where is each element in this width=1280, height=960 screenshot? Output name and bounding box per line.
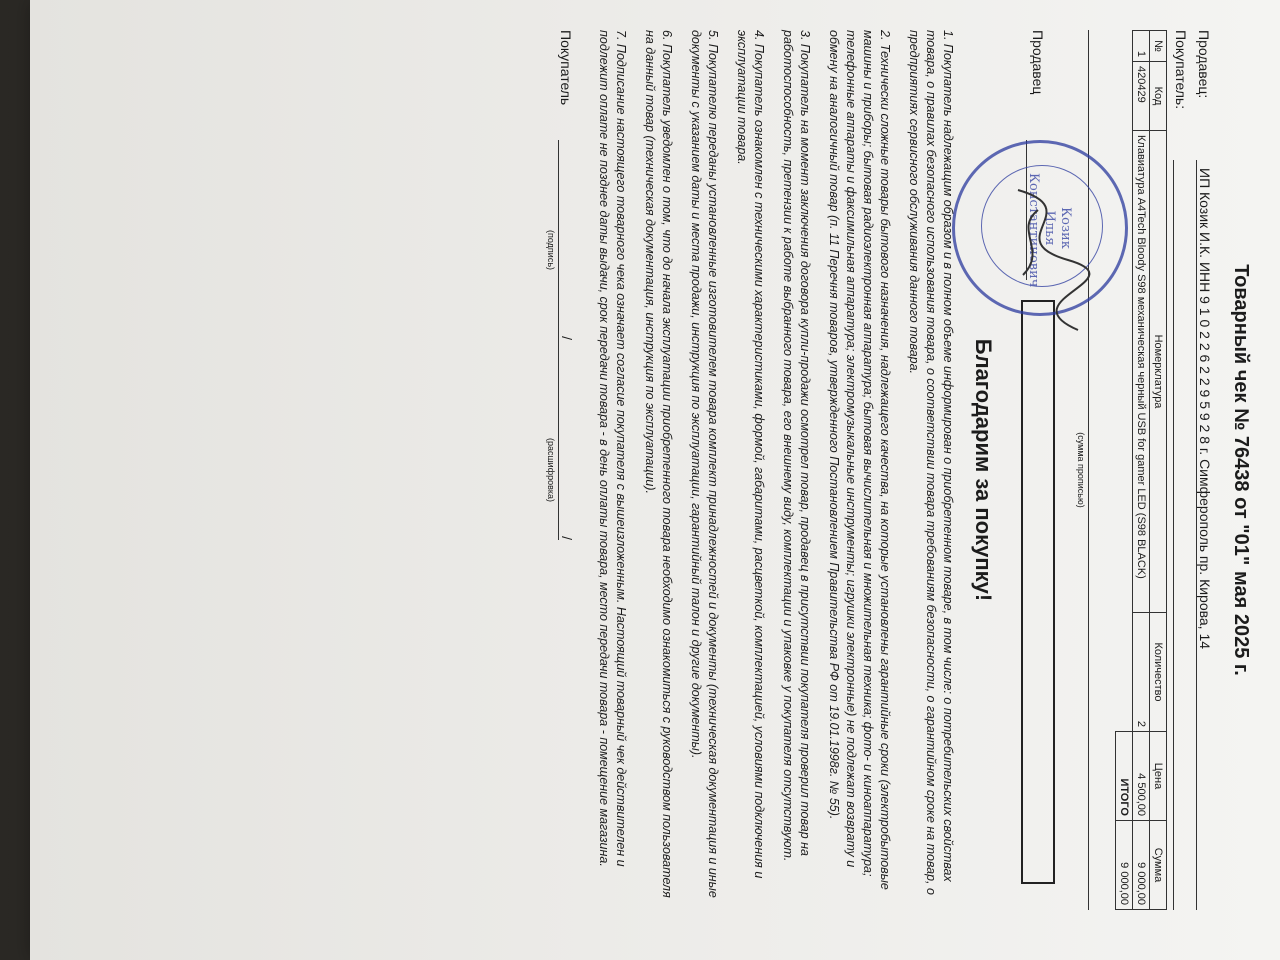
seal-name-line: Илья (1042, 210, 1057, 246)
term-item: 5. Покупателю переданы установленные изготовителем товара комплект принадлежностей и документы (техническая документация и иные документы с указанием даты и места продажи, инструкция по эксплуатации, гарантийный талон и другие документы). (689, 30, 720, 898)
cell-code: 420429 (1133, 62, 1150, 131)
term-item: 3. Покупатель на момент заключения договора купли-продажи осмотрел товар, продавец в присутствии покупателя проверил товар на работоспособность, претензии к работе выбранного товара, его внешнему виду, комплектации и упаковке у покупателя отсутствуют. (781, 30, 812, 862)
terms-section (595, 30, 956, 910)
cell-name: Клавиатура A4Tech Bloody S98 механическая черный USB for gamer LED (S98 BLACK) (1133, 131, 1150, 613)
buyer-row (1173, 30, 1190, 910)
seller-signature-block (1018, 30, 1073, 910)
buyer-signature-row (558, 30, 575, 910)
total-value: 9 000,00 (1116, 821, 1133, 910)
term-item: 7. Подписание настоящего товарного чека означает согласие покупателя с вышеизложенным. Настоящий товарный чек действителен и подлежит оплате не позднее даты выдачи, срок передачи товара - в день оплаты товара, место передачи товара - помещение магазина. (597, 30, 628, 867)
handwritten-signature (988, 180, 1108, 340)
term-item: 6. Покупатель уведомлен о том, что до начала эксплуатации приобретенного товара необходимо ознакомиться с руководством пользователя на данный товар (техническая документация, инструкция по эксплуатации). (643, 30, 674, 898)
amount-caption: (сумма прописью) (1076, 432, 1086, 508)
buyer-sign-captions (546, 30, 556, 910)
seal-name-line: Константинович (1026, 173, 1041, 288)
receipt-content (546, 30, 1260, 910)
seller-label: Продавец: (1196, 30, 1212, 99)
term-item: 4. Покупатель ознакомлен с техническими характеристиками, формой, габаритами, расцветкой, комплектацией, условиями подключения и эксплуатации товара. (735, 30, 766, 879)
buyer-signature-line: / (558, 140, 575, 340)
table-header-row (1150, 31, 1167, 910)
cell-qty: 2 (1133, 613, 1150, 732)
caption-signature: (подпись) (546, 229, 556, 271)
col-header-no: № (1150, 31, 1167, 62)
col-header-sum: Сумма (1150, 821, 1167, 910)
thanks-message: Благодарим за покупку! (971, 338, 996, 602)
buyer-value (1173, 160, 1190, 910)
receipt-title: Товарный чек № 76438 от "01" мая 2025 г. (1230, 264, 1252, 676)
seller-value: ИП Козик И.К. ИНН 9 1 0 2 2 6 2 2 9 5 9 2 8 г. Симферополь пр. Кирова, 14 (1196, 160, 1213, 910)
term-item: 2. Технически сложные товары бытового назначения, надлежащего качества, на которые установлены гарантийные сроки (электробытовые машины и приборы; бытовая радиоэлектронная аппаратура; бытовая вычислительная и множительная техника; фото- и киноаппаратура; телефонные аппараты и факсимильная аппаратура; электромузыкальные инструменты; игрушки электронные) не подлежат возврату и обмену на аналогичный товар (п. 11 Перечня товаров, утвержденного Постановлением Правительства РФ от 19.01.1998г. № 55). (827, 30, 892, 890)
receipt-sheet (30, 0, 1280, 960)
items-table (1115, 30, 1167, 910)
seller-sign-label: Продавец (1030, 30, 1046, 95)
seal-name-line: Козик (1058, 207, 1073, 249)
col-header-price: Цена (1150, 732, 1167, 821)
col-header-name: Номерклатура (1150, 131, 1167, 613)
table-row (1133, 31, 1150, 910)
seller-name-box (1021, 300, 1055, 884)
cell-sum: 9 000,00 (1133, 821, 1150, 910)
cell-price: 4 500,00 (1133, 732, 1150, 821)
buyer-label: Покупатель: (1173, 30, 1189, 110)
total-row (1116, 31, 1133, 910)
cell-no: 1 (1133, 31, 1150, 62)
col-header-qty: Количество (1150, 613, 1167, 732)
term-item: 1. Покупатель надлежащим образом и в полном объеме информирован о приобретенном товаре, в том числе: о потребительских свойствах товара, о правилах безопасного использования товара, о соответствии товара требованиям безопасности, о гарантийном сроке на товар, о предприятиях сервисного обслуживания данного товара. (907, 30, 955, 895)
col-header-code: Код (1150, 62, 1167, 131)
seller-row (1196, 30, 1213, 910)
buyer-sign-label: Покупатель (558, 30, 574, 106)
total-label: ИТОГО (1116, 732, 1133, 821)
buyer-decode-line: / (558, 340, 575, 540)
caption-decode: (расшифровка) (546, 437, 556, 503)
